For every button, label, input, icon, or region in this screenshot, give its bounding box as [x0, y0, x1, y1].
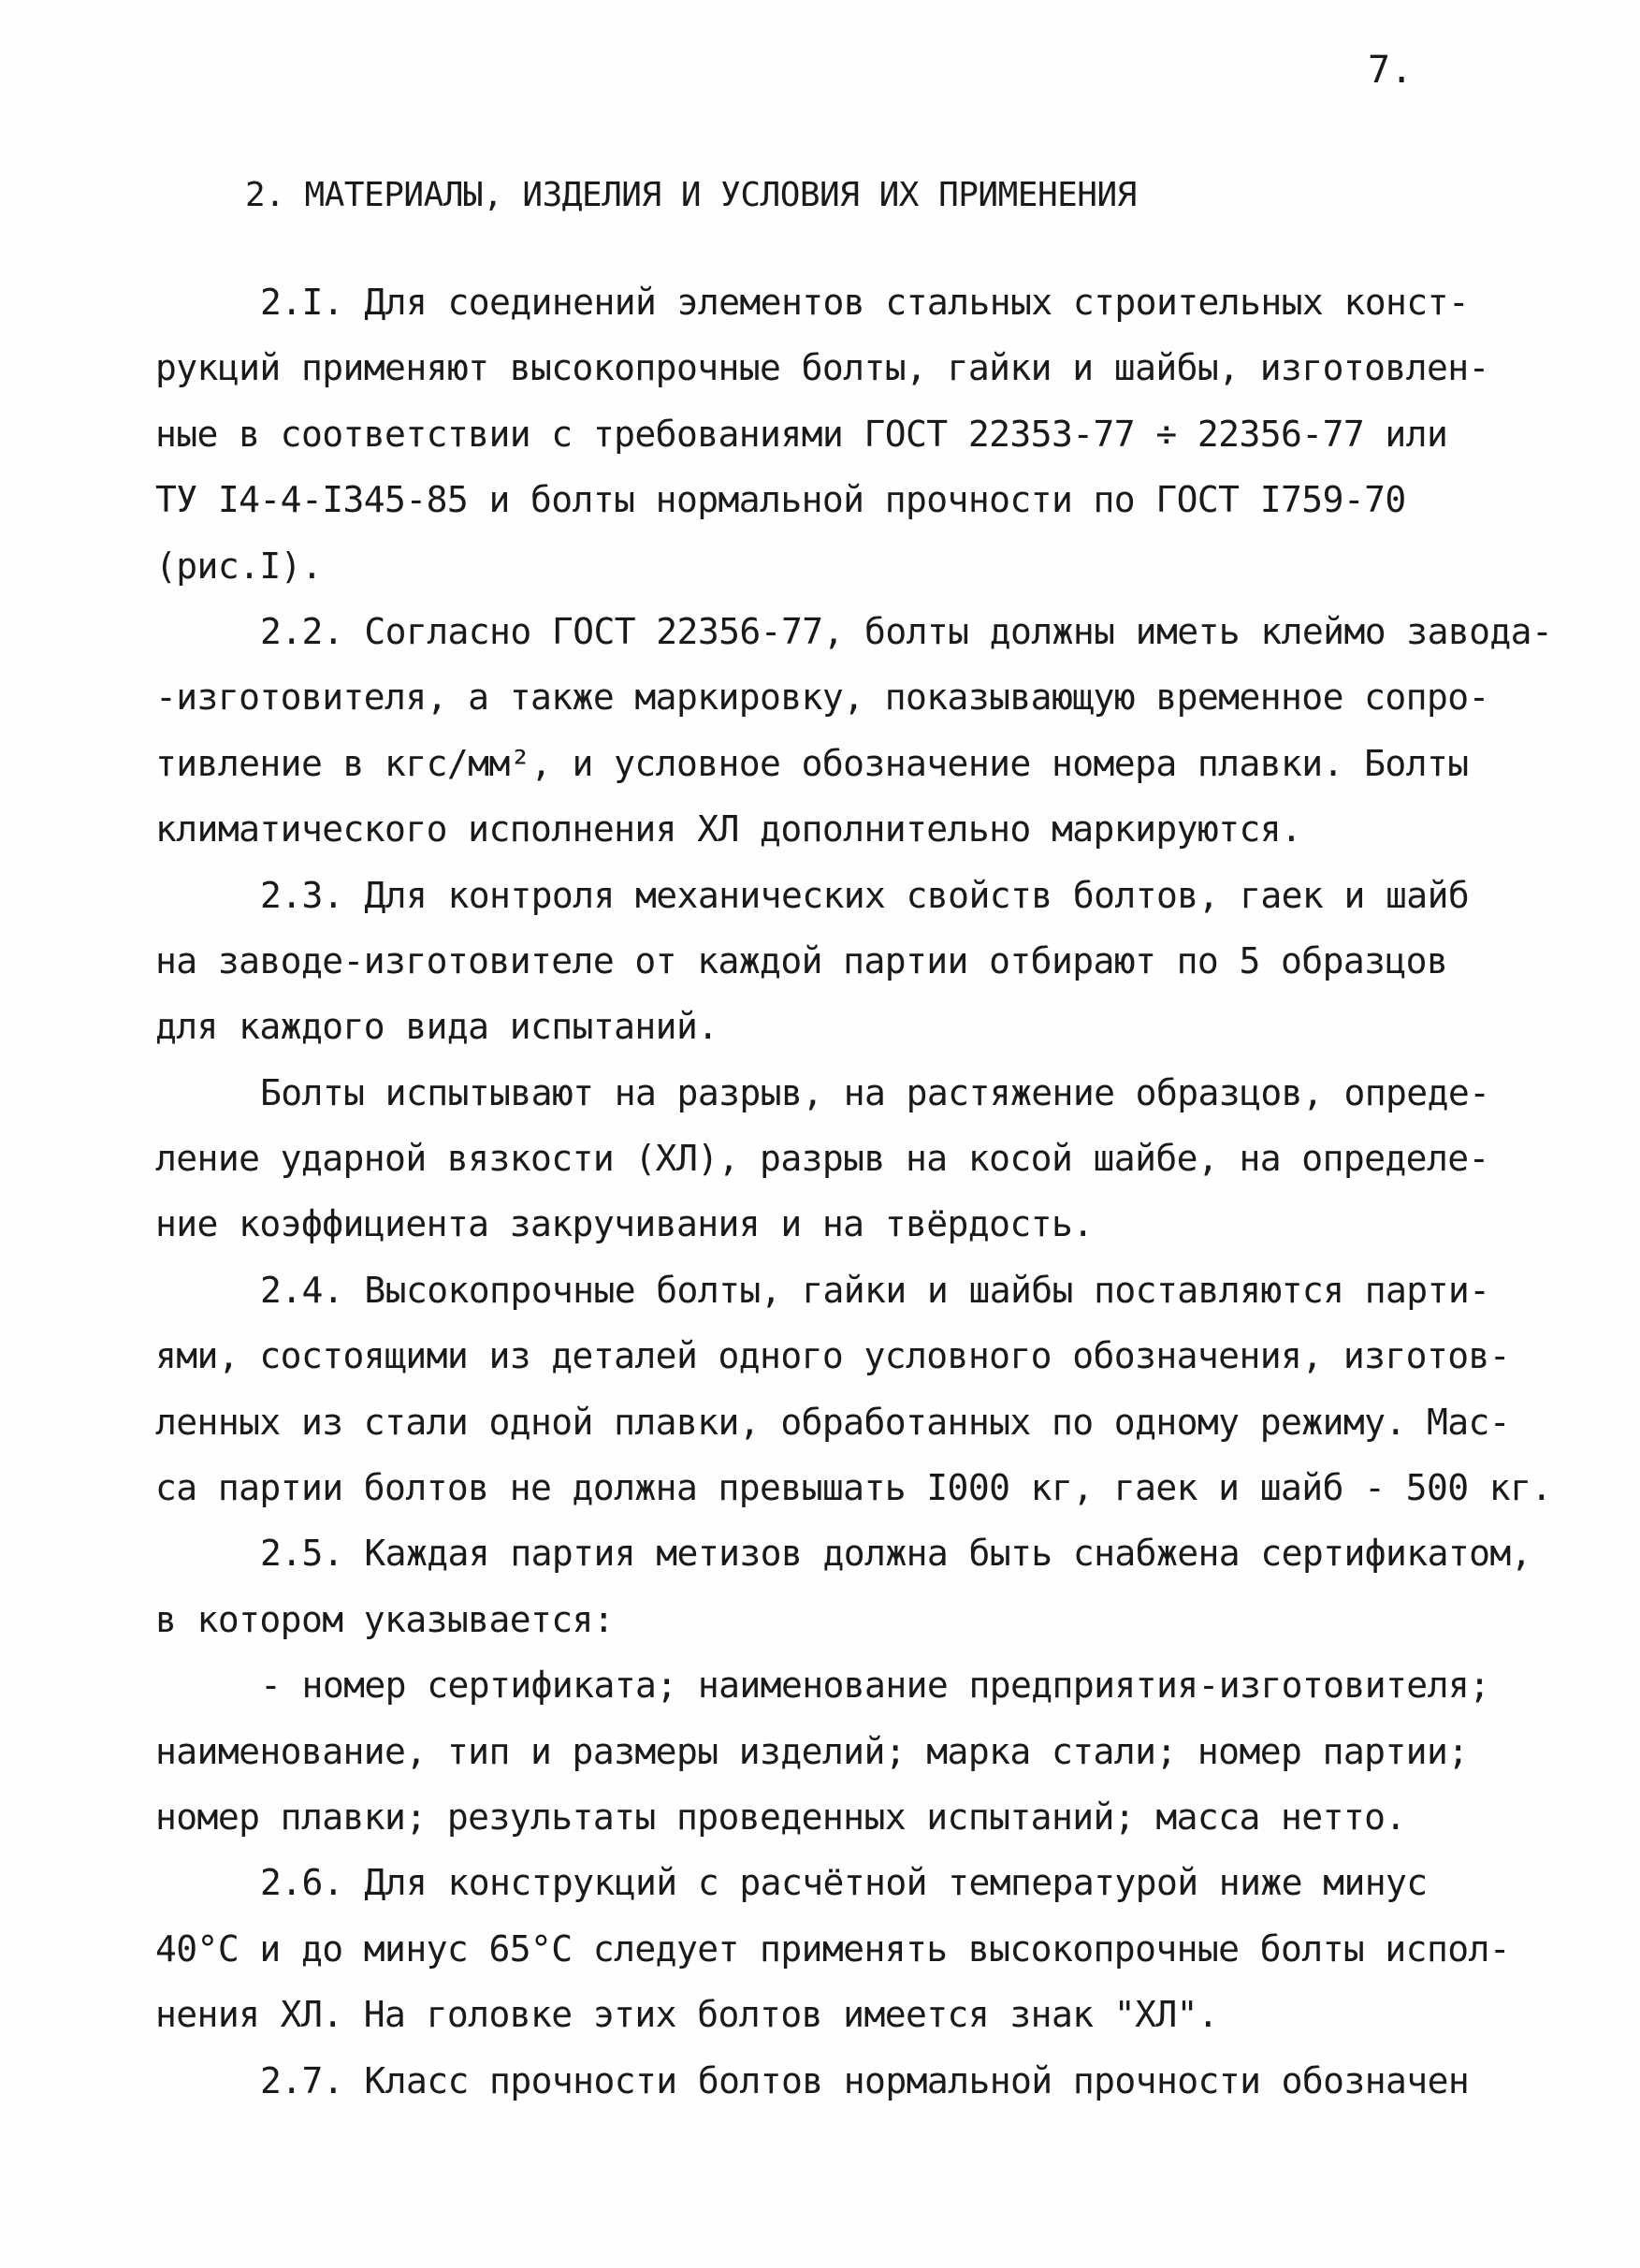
text-line: - номер сертификата; наименование предприятия-изготовителя;	[260, 1665, 1490, 1707]
text-line: ленных из стали одной плавки, обработанных по одному режиму. Мас-	[155, 1401, 1511, 1443]
text-line: наименование, тип и размеры изделий; марка стали; номер партии;	[155, 1730, 1469, 1772]
body-text	[155, 269, 1553, 2114]
text-line: са партии болтов не должна превышать I000 кг, гаек и шайб - 500 кг.	[155, 1467, 1552, 1509]
text-line: ТУ I4-4-I345-85 и болты нормальной прочности по ГОСТ I759-70	[155, 479, 1406, 521]
text-line: 2.3. Для контроля механических свойств болтов, гаек и шайб	[260, 874, 1470, 916]
text-line: ные в соответствии с требованиями ГОСТ 22353-77 ÷ 22356-77 или	[155, 413, 1448, 455]
text-line: номер плавки; результаты проведенных испытаний; масса нетто.	[155, 1796, 1406, 1838]
text-line: (рис.I).	[155, 545, 323, 587]
text-line: 40°С и до минус 65°С следует применять высокопрочные болты испол-	[155, 1927, 1511, 1970]
text-line: -изготовителя, а также маркировку, показывающую временное сопро-	[155, 676, 1489, 719]
text-line: 2.6. Для конструкций с расчётной температурой ниже минус	[260, 1862, 1428, 1904]
text-line: 2.4. Высокопрочные болты, гайки и шайбы поставляются парти-	[260, 1269, 1490, 1311]
text-line: ями, состоящими из деталей одного условного обозначения, изготов-	[155, 1335, 1511, 1377]
text-line: для каждого вида испытаний.	[155, 1006, 718, 1048]
text-line: 2.5. Каждая партия метизов должна быть снабжена сертификатом,	[260, 1533, 1531, 1575]
page-number: 7.	[1368, 49, 1414, 92]
text-line: 2.I. Для соединений элементов стальных строительных конст-	[260, 282, 1470, 323]
text-line: 2.2. Согласно ГОСТ 22356-77, болты должны иметь клеймо завода-	[260, 610, 1553, 652]
text-line: нения ХЛ. На головке этих болтов имеется знак "ХЛ".	[155, 1994, 1219, 2036]
text-line: ние коэффициента закручивания и на твёрдость.	[155, 1203, 1094, 1245]
text-line: ление ударной вязкости (ХЛ), разрыв на косой шайбе, на определе-	[155, 1138, 1489, 1180]
text-line: Болты испытывают на разрыв, на растяжение образцов, опреде-	[260, 1071, 1490, 1113]
text-line: рукций применяют высокопрочные болты, гайки и шайбы, изготовлен-	[155, 347, 1489, 389]
text-line: на заводе-изготовителе от каждой партии отбирают по 5 образцов	[155, 939, 1448, 981]
text-line: в котором указывается:	[155, 1598, 615, 1640]
text-line: тивление в кгс/мм², и условное обозначение номера плавки. Болты	[155, 742, 1469, 784]
section-heading: 2. МАТЕРИАЛЫ, ИЗДЕЛИЯ И УСЛОВИЯ ИХ ПРИМЕНЕНИЯ	[245, 176, 1137, 214]
text-line: 2.7. Класс прочности болтов нормальной прочности обозначен	[260, 2059, 1470, 2101]
text-line: климатического исполнения ХЛ дополнительно маркируются.	[155, 808, 1302, 850]
